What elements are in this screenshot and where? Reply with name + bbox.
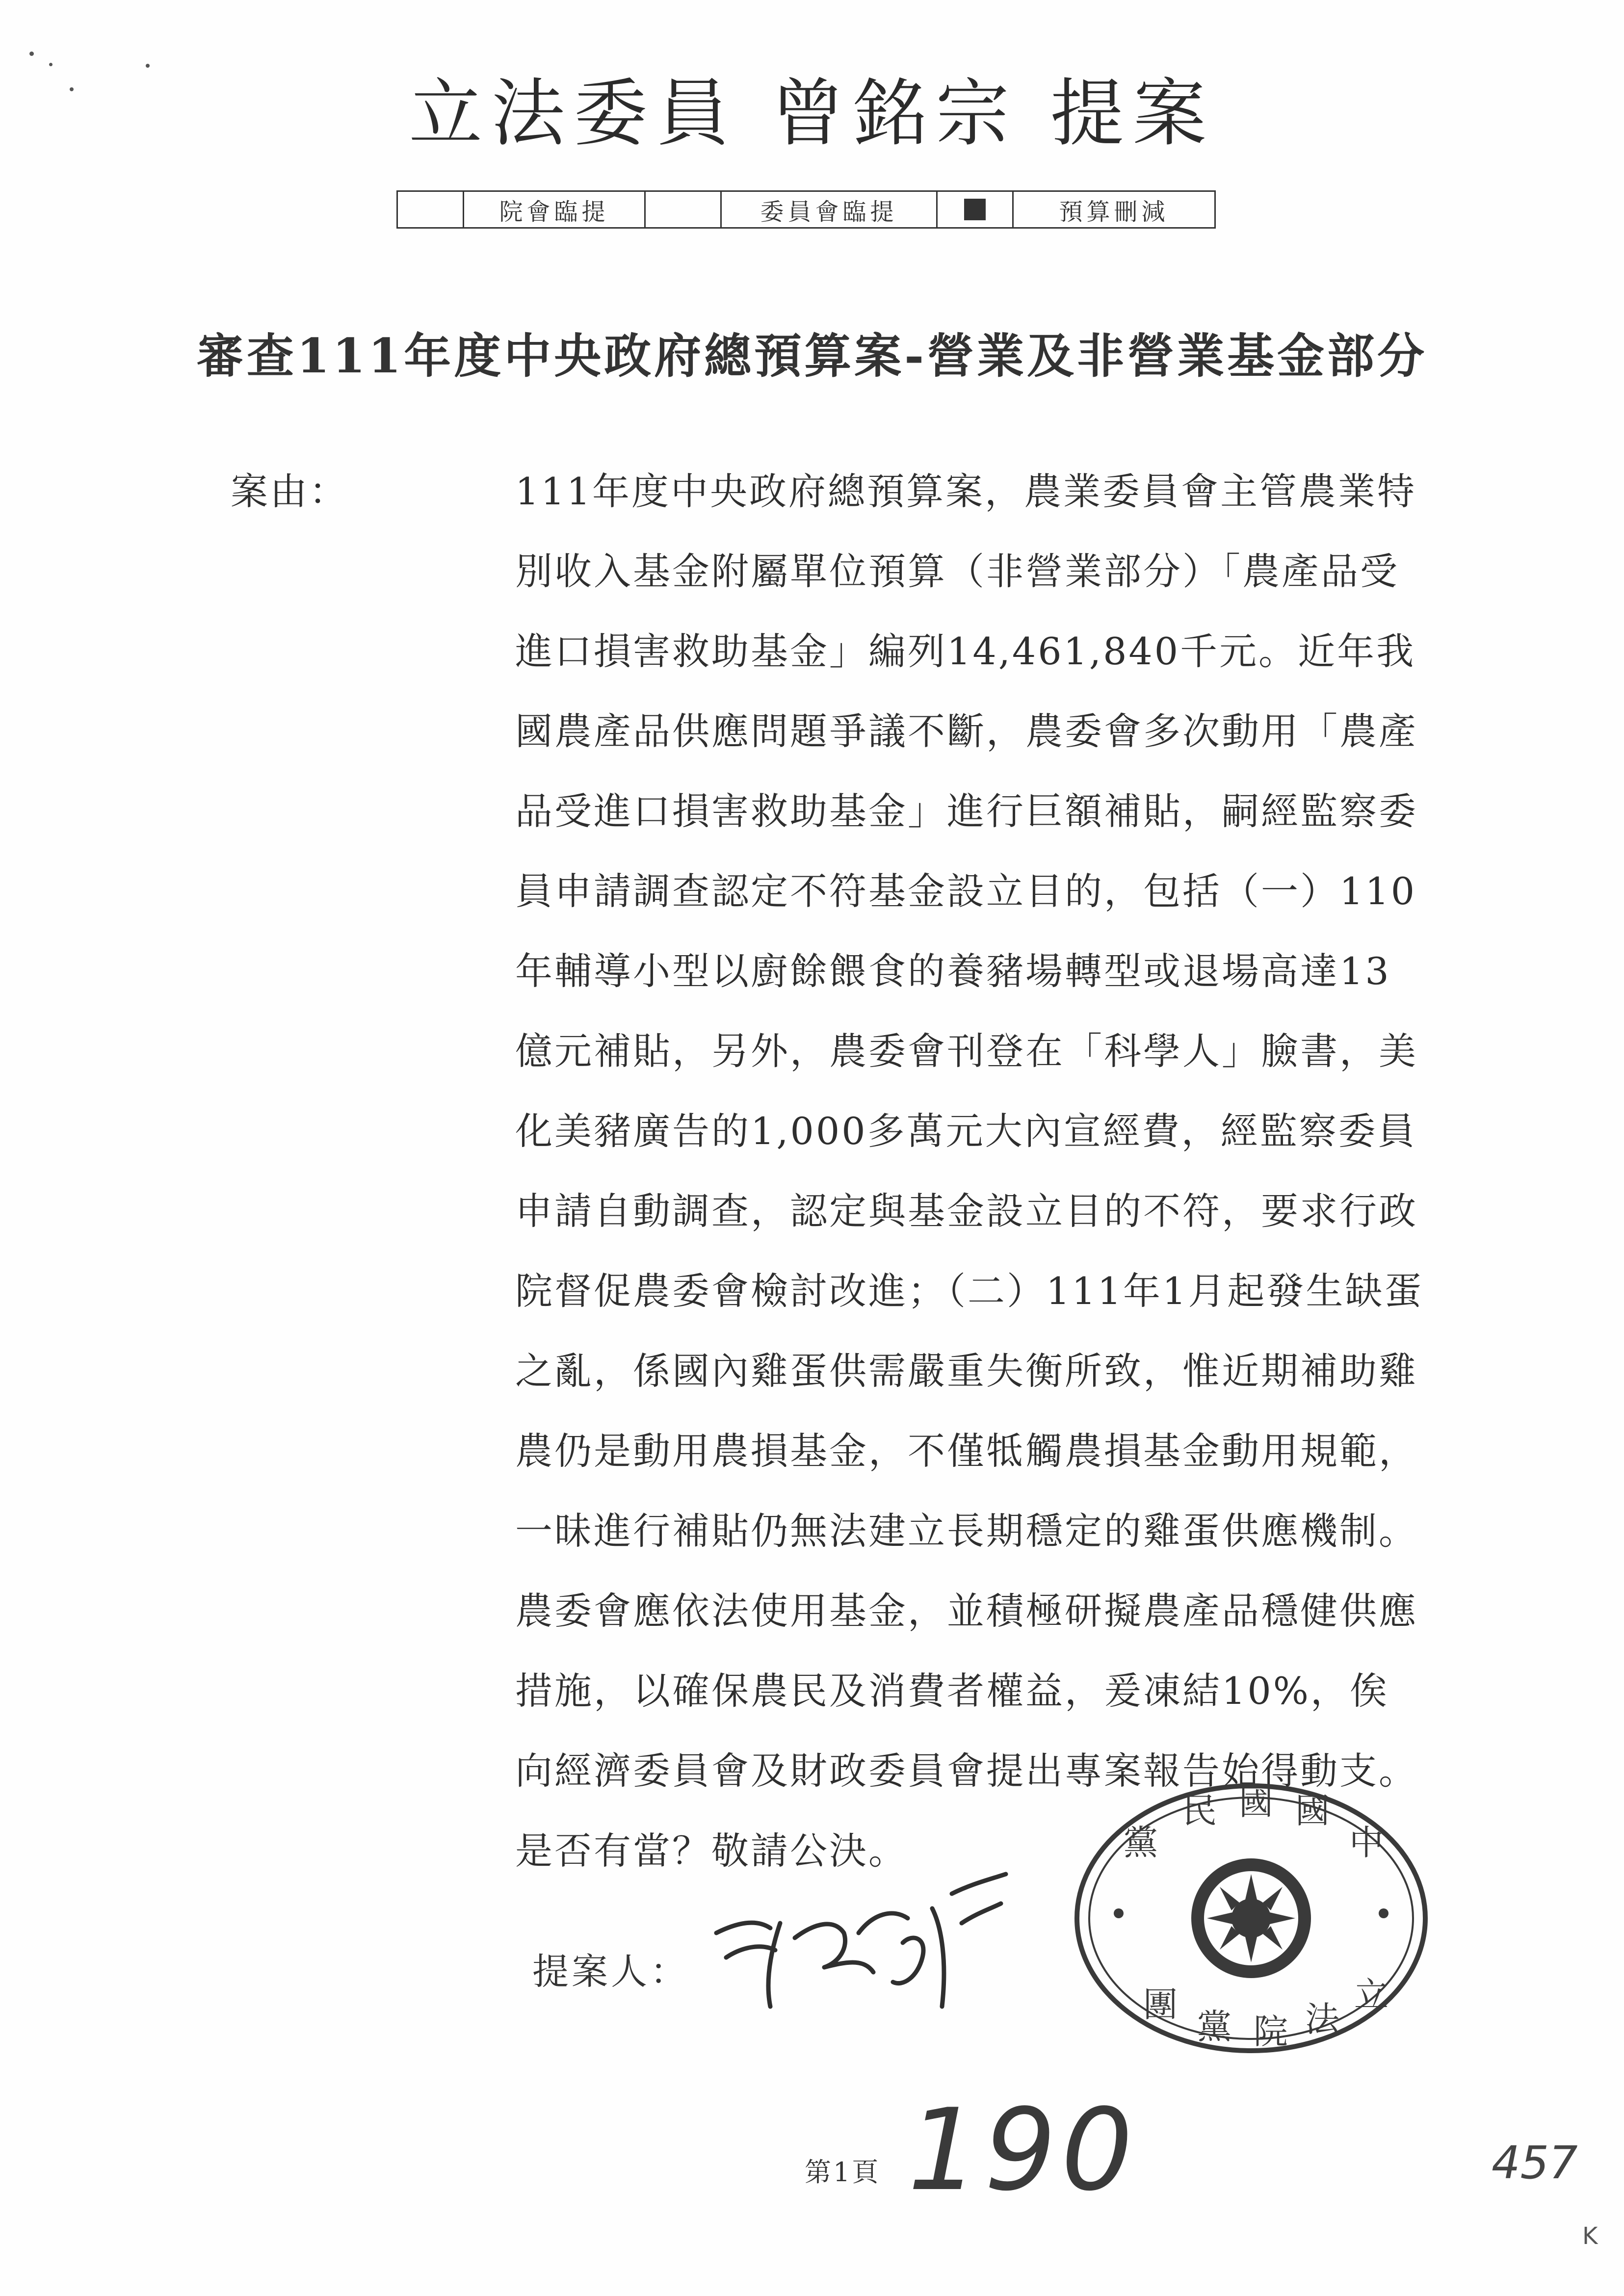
page-number: 第1頁 — [805, 2157, 881, 2188]
reason-paragraph: 111年度中央政府總預算案，農業委員會主管農業特別收入基金附屬單位預算（非營業部分）「農產品受進口損害救助基金」編列14,461,840千元。近年我國農產品供應問題爭議不斷，農委會多次動用「農產品受進口損害救助基金」進行巨額補貼，嗣經監察委員申請調查認定不符基金設立目的，包括（一）110年輔導小型以廚餘餵食的養豬場轉型或退場高達13億元補貼，另外，農委會刊登在「科學人」臉書，美化美豬廣告的1,000多萬元大內宣經費，經監察委員申請自動調查，認定與基金設立目的不符，要求行政院督促農委會檢討改進；（二）111年1月起發生缺蛋之亂，係國內雞蛋供需嚴重失衡所致，惟近期補助雞農仍是動用農損基金，不僅牴觸農損基金動用規範，一昧進行補貼仍無法建立長期穩定的雞蛋供應機制。農委會應依法使用基金，並積極研擬農產品穩健供應措施，以確保農民及消費者權益，爰凍結10%，俟向經濟委員會及財政委員會提出專案報告始得動支。是否有當？敬請公決。 — [515, 470, 1424, 1873]
svg-text:民: 民 — [1182, 1791, 1217, 1831]
proposer-label: 提案人： — [532, 1951, 689, 1993]
handwritten-corner-mark: K — [1582, 2222, 1598, 2250]
svg-text:中: 中 — [1349, 1823, 1384, 1863]
svg-text:國: 國 — [1295, 1791, 1330, 1831]
party-caucus-seal — [1065, 1771, 1438, 2065]
svg-text:黨: 黨 — [1124, 1823, 1158, 1863]
document-subtitle: 審查111年度中央政府總預算案-營業及非營業基金部分 — [196, 328, 1428, 384]
checked-square-icon — [964, 199, 986, 220]
proposal-type-table — [396, 190, 1216, 229]
checkbox-plenary — [398, 192, 464, 227]
reason-text — [373, 451, 1428, 1891]
handwritten-document-number: 190 — [908, 2085, 1138, 2216]
svg-text:國: 國 — [1239, 1782, 1273, 1823]
svg-text:黨: 黨 — [1197, 2007, 1231, 2047]
reason-label: 案由： — [231, 470, 348, 513]
handwritten-corner-note: 457 — [1492, 2137, 1578, 2189]
label-plenary-motion: 院會臨提 — [464, 192, 646, 227]
checkbox-committee — [646, 192, 722, 227]
handwritten-signature — [697, 1864, 1016, 2026]
label-committee-motion: 委員會臨提 — [722, 192, 938, 227]
svg-text:法: 法 — [1305, 1999, 1339, 2039]
svg-text:院: 院 — [1254, 2011, 1288, 2052]
label-budget-cut: 預算刪減 — [1059, 198, 1169, 226]
svg-text:團: 團 — [1143, 1984, 1178, 2025]
proposal-header-title: 立法委員 曾銘宗 提案 — [409, 71, 1215, 157]
svg-text:立: 立 — [1354, 1975, 1388, 2015]
checkbox-budget-cut — [938, 192, 1014, 227]
